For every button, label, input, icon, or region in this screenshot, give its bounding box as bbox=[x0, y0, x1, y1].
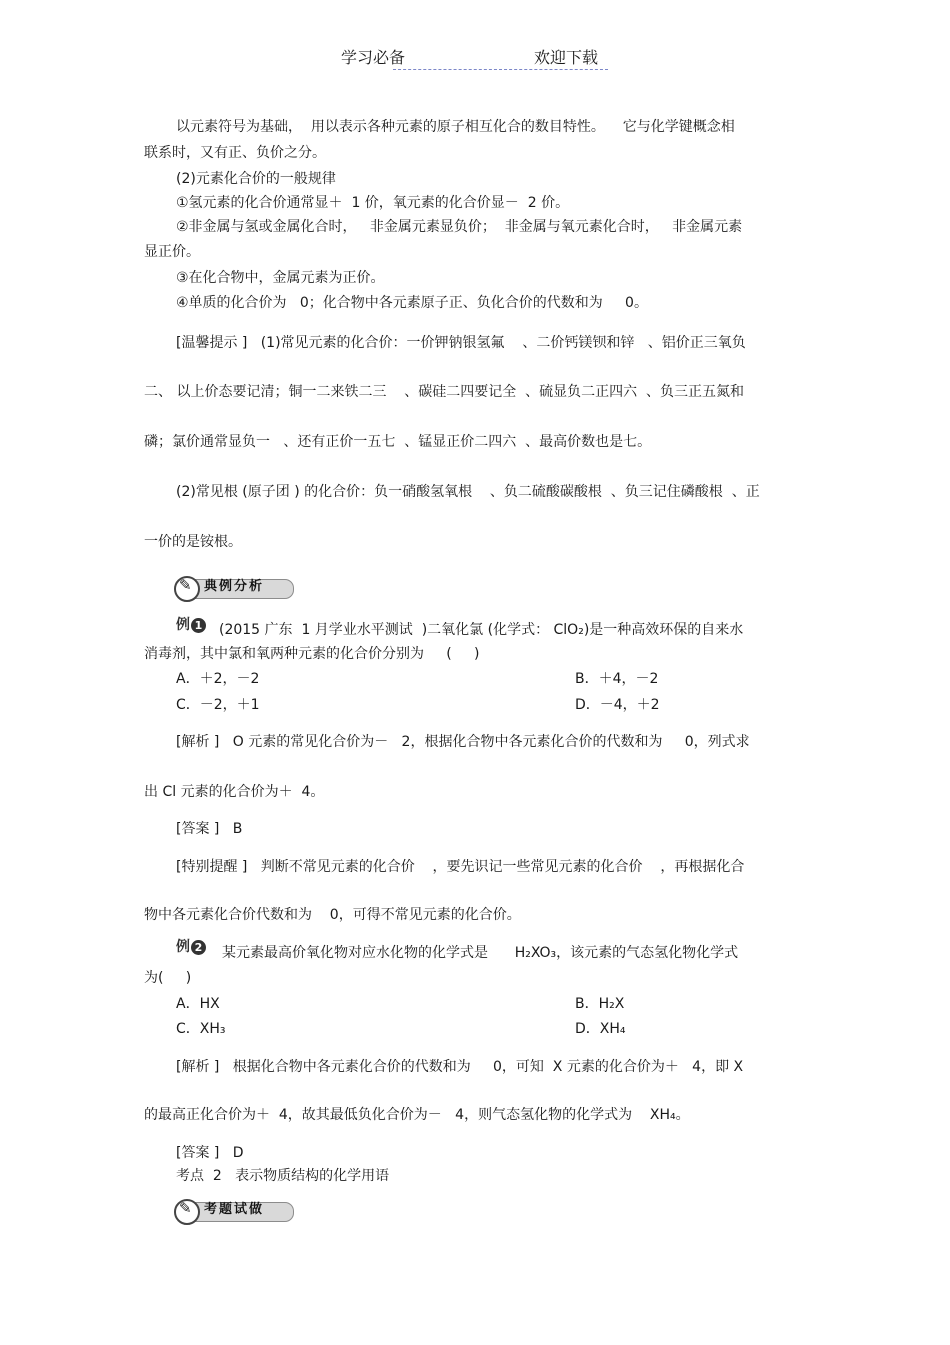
header-left: 学习必备 bbox=[341, 48, 406, 67]
pen-icon: ✎ bbox=[179, 1199, 192, 1217]
tip-line: 二、 以上价态要记清；铜一二来铁二三 、碳硅二四要记全 、硫显负二正四六 、负三正五氮和 bbox=[144, 384, 745, 400]
intro-line: (2)元素化合价的一般规律 bbox=[176, 171, 336, 187]
answer-line: [答案 ] B bbox=[176, 821, 243, 837]
intro-line: ③在化合物中，金属元素为正价。 bbox=[176, 270, 385, 286]
intro-line: ①氢元素的化合价通常显＋ 1 价，氧元素的化合价显－ 2 价。 bbox=[176, 195, 570, 211]
option-a: A．＋2，－2 bbox=[176, 671, 260, 687]
example-2-label: 例 2 bbox=[176, 940, 206, 955]
option-a: A．HX bbox=[176, 996, 220, 1012]
intro-line: ④单质的化合价为 0；化合物中各元素原子正、负化合价的代数和为 0。 bbox=[176, 295, 648, 311]
analysis-line: [解析 ] O 元素的常见化合价为－ 2，根据化合物中各元素化合价的代数和为 0，列式求 bbox=[176, 734, 750, 750]
analysis-line: [解析 ] 根据化合物中各元素化合价的代数和为 0，可知 X 元素的化合价为＋ 4，即 X bbox=[176, 1059, 744, 1075]
banner-title: 考题试做 bbox=[204, 1202, 265, 1217]
option-b: B．H₂X bbox=[575, 996, 625, 1012]
intro-line: 以元素符号为基础， 用以表示各种元素的原子相互化合的数目特性。 它与化学键概念相 bbox=[176, 119, 735, 135]
example-1-question: (2015 广东 1 月学业水平测试 )二氧化氯 (化学式： ClO₂)是一种高效环保的自来水 bbox=[219, 622, 744, 638]
option-d: D．－4，＋2 bbox=[575, 697, 660, 713]
intro-line: 显正价。 bbox=[144, 244, 200, 260]
banner-title: 典例分析 bbox=[204, 579, 265, 594]
option-d: D．XH₄ bbox=[575, 1021, 626, 1037]
tip-line: 一价的是铵根。 bbox=[144, 534, 242, 550]
header-right: 欢迎下载 bbox=[534, 48, 599, 67]
remind-line: 物中各元素化合价代数和为 0，可得不常见元素的化合价。 bbox=[144, 907, 521, 923]
intro-line: 联系时，又有正、负价之分。 bbox=[144, 145, 326, 161]
answer-line: [答案 ] D bbox=[176, 1145, 244, 1161]
tip-line: 磷；氯价通常显负一 、还有正价一五七 、锰显正价二四六 、最高价数也是七。 bbox=[144, 434, 652, 450]
example-number-badge: 2 bbox=[191, 940, 206, 955]
header-divider bbox=[393, 69, 608, 70]
option-c: C．－2，＋1 bbox=[176, 697, 260, 713]
example-2-question: 某元素最高价氧化物对应水化物的化学式是 H₂XO₃，该元素的气态氢化物化学式 bbox=[222, 945, 739, 961]
section-heading: 考点 2 表示物质结构的化学用语 bbox=[176, 1168, 390, 1184]
analysis-line: 出 Cl 元素的化合价为＋ 4。 bbox=[144, 784, 325, 800]
example-1-label: 例 1 bbox=[176, 618, 206, 633]
typical-examples-banner bbox=[174, 576, 294, 600]
option-b: B．＋4，－2 bbox=[575, 671, 659, 687]
example-1-question: 消毒剂，其中氯和氧两种元素的化合价分别为 ( ) bbox=[144, 646, 480, 662]
intro-line: ②非金属与氢或金属化合时， 非金属元素显负价； 非金属与氧元素化合时， 非金属元素 bbox=[176, 219, 743, 235]
option-c: C．XH₃ bbox=[176, 1021, 226, 1037]
exam-practice-banner bbox=[174, 1199, 294, 1223]
example-2-question: 为( ) bbox=[144, 970, 192, 986]
pen-icon: ✎ bbox=[179, 576, 192, 594]
tip-line: (2)常见根 (原子团 ) 的化合价：负一硝酸氢氧根 、负二硫酸碳酸根 、负三记住磷酸根 、正 bbox=[176, 484, 760, 500]
analysis-line: 的最高正化合价为＋ 4，故其最低负化合价为－ 4，则气态氢化物的化学式为 XH₄。 bbox=[144, 1107, 690, 1123]
example-number-badge: 1 bbox=[191, 618, 206, 633]
remind-line: [特别提醒 ] 判断不常见元素的化合价 ，要先识记一些常见元素的化合价 ，再根据化合 bbox=[176, 859, 745, 875]
tip-line: [温馨提示 ] (1)常见元素的化合价：一价钾钠银氢氟 、二价钙镁钡和锌 、铝价正三氧负 bbox=[176, 335, 746, 351]
